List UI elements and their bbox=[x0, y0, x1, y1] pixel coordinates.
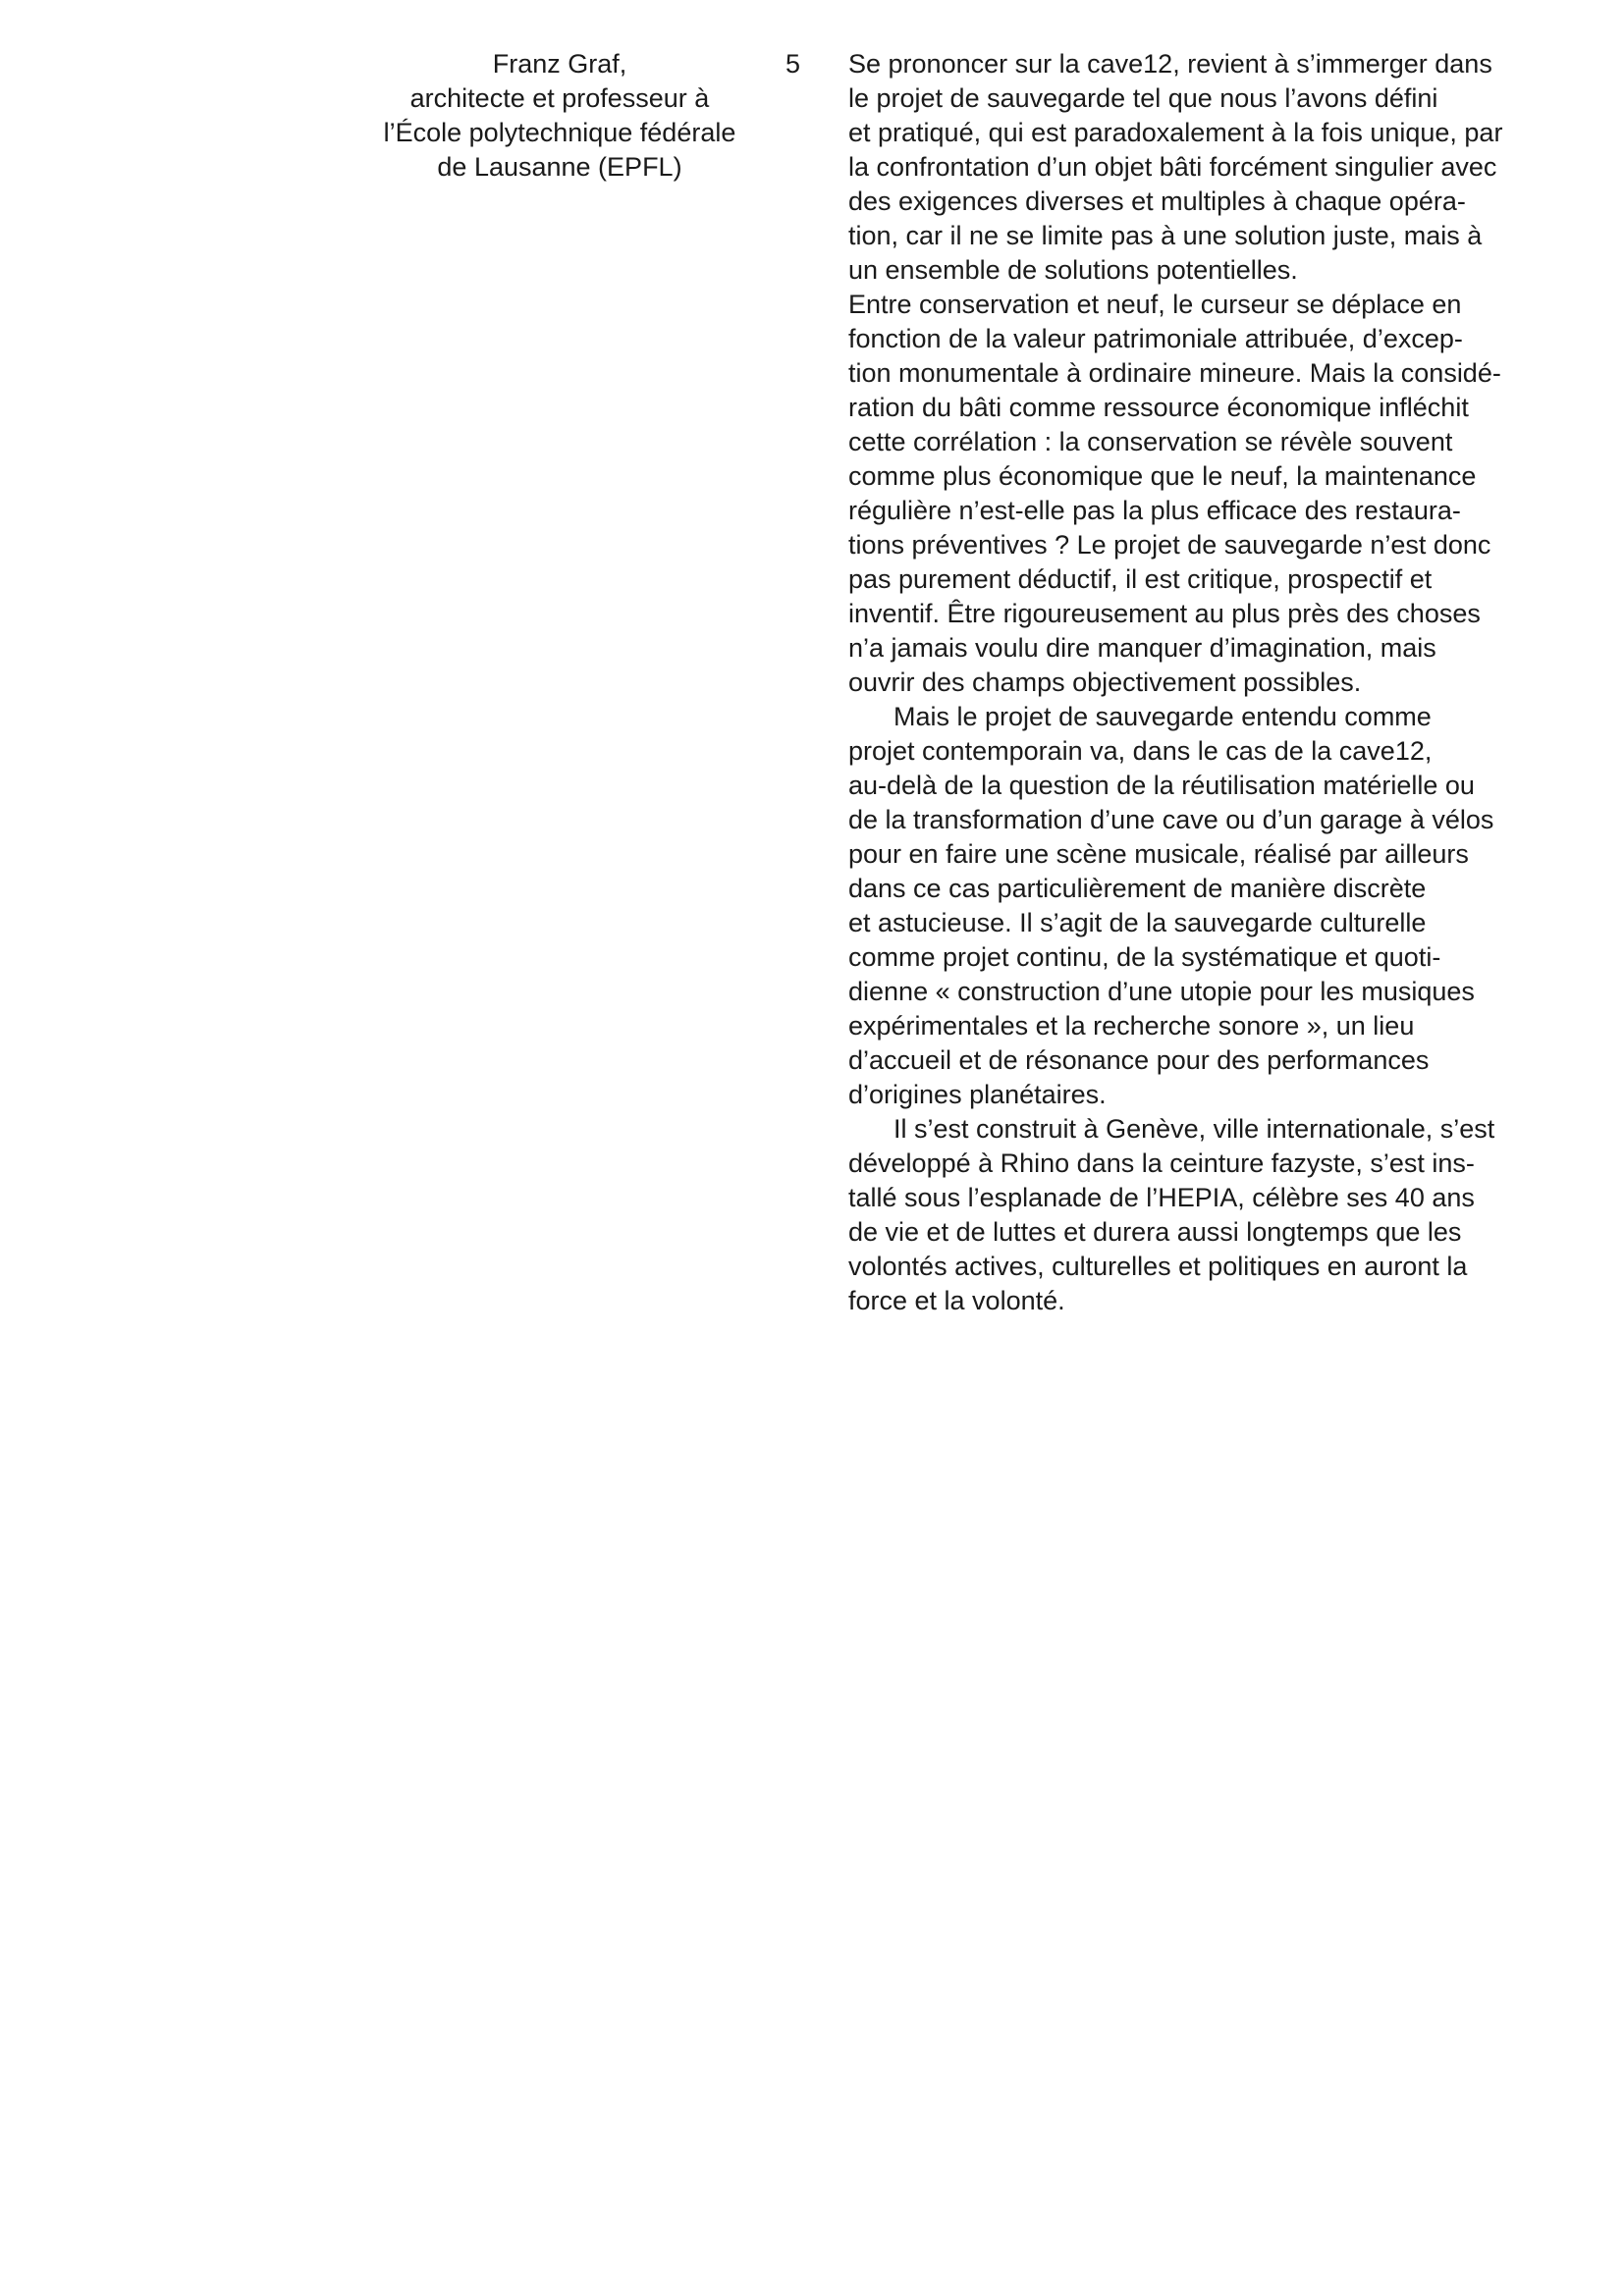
author-credit bbox=[334, 47, 785, 185]
body-line: pas purement déductif, il est critique, prospectif et bbox=[848, 564, 1433, 594]
author-institution-line: l’École polytechnique fédérale bbox=[383, 118, 736, 147]
body-line: d’origines planétaires. bbox=[848, 1080, 1107, 1109]
body-line: comme projet continu, de la systématique et quoti- bbox=[848, 942, 1441, 972]
body-line: Mais le projet de sauvegarde entendu comme bbox=[893, 702, 1432, 731]
body-line: et pratiqué, qui est paradoxalement à la fois unique, par bbox=[848, 118, 1503, 147]
body-line: le projet de sauvegarde tel que nous l’avons défini bbox=[848, 83, 1438, 113]
body-line: fonction de la valeur patrimoniale attribuée, d’excep- bbox=[848, 324, 1463, 353]
body-line: et astucieuse. Il s’agit de la sauvegarde culturelle bbox=[848, 908, 1427, 937]
body-line: tions préventives ? Le projet de sauvegarde n’est donc bbox=[848, 530, 1491, 560]
body-line: inventif. Être rigoureusement au plus près des choses bbox=[848, 599, 1481, 628]
body-line: ration du bâti comme ressource économique infléchit bbox=[848, 393, 1469, 422]
body-line: dans ce cas particulièrement de manière discrète bbox=[848, 874, 1427, 903]
body-line: tallé sous l’esplanade de l’HEPIA, célèbre ses 40 ans bbox=[848, 1183, 1475, 1212]
body-line: au-delà de la question de la réutilisation matérielle ou bbox=[848, 771, 1475, 800]
article-body bbox=[848, 47, 1595, 1318]
body-line: de vie et de luttes et durera aussi longtemps que les bbox=[848, 1217, 1462, 1247]
body-line: Entre conservation et neuf, le curseur se déplace en bbox=[848, 290, 1462, 319]
body-line: régulière n’est-elle pas la plus efficace des restaura- bbox=[848, 496, 1461, 525]
body-line: pour en faire une scène musicale, réalisé par ailleurs bbox=[848, 839, 1469, 869]
author-title-line: architecte et professeur à bbox=[409, 83, 710, 113]
body-line: force et la volonté. bbox=[848, 1286, 1065, 1315]
body-line: d’accueil et de résonance pour des performances bbox=[848, 1045, 1430, 1075]
body-line: comme plus économique que le neuf, la maintenance bbox=[848, 461, 1477, 491]
body-line: développé à Rhino dans la ceinture fazyste, s’est ins- bbox=[848, 1148, 1475, 1178]
author-institution-line: de Lausanne (EPFL) bbox=[437, 152, 682, 182]
body-line: cette corrélation : la conservation se révèle souvent bbox=[848, 427, 1453, 456]
body-line: n’a jamais voulu dire manquer d’imagination, mais bbox=[848, 633, 1436, 663]
body-line: tion monumentale à ordinaire mineure. Mais la considé- bbox=[848, 358, 1501, 388]
body-line: Il s’est construit à Genève, ville internationale, s’est bbox=[893, 1114, 1495, 1144]
body-line: projet contemporain va, dans le cas de la cave12, bbox=[848, 736, 1433, 766]
body-line: ouvrir des champs objectivement possibles. bbox=[848, 667, 1362, 697]
body-line: Se prononcer sur la cave12, revient à s’immerger dans bbox=[848, 49, 1492, 79]
body-line: des exigences diverses et multiples à chaque opéra- bbox=[848, 187, 1466, 216]
body-line: un ensemble de solutions potentielles. bbox=[848, 255, 1298, 285]
page-number: 5 bbox=[785, 49, 801, 79]
body-line: tion, car il ne se limite pas à une solution juste, mais à bbox=[848, 221, 1483, 250]
body-line: expérimentales et la recherche sonore », un lieu bbox=[848, 1011, 1415, 1041]
body-line: de la transformation d’une cave ou d’un garage à vélos bbox=[848, 805, 1494, 834]
body-line: volontés actives, culturelles et politiques en auront la bbox=[848, 1252, 1468, 1281]
body-line: dienne « construction d’une utopie pour les musiques bbox=[848, 977, 1475, 1006]
author-name: Franz Graf, bbox=[492, 49, 627, 79]
body-line: la confrontation d’un objet bâti forcément singulier avec bbox=[848, 152, 1497, 182]
